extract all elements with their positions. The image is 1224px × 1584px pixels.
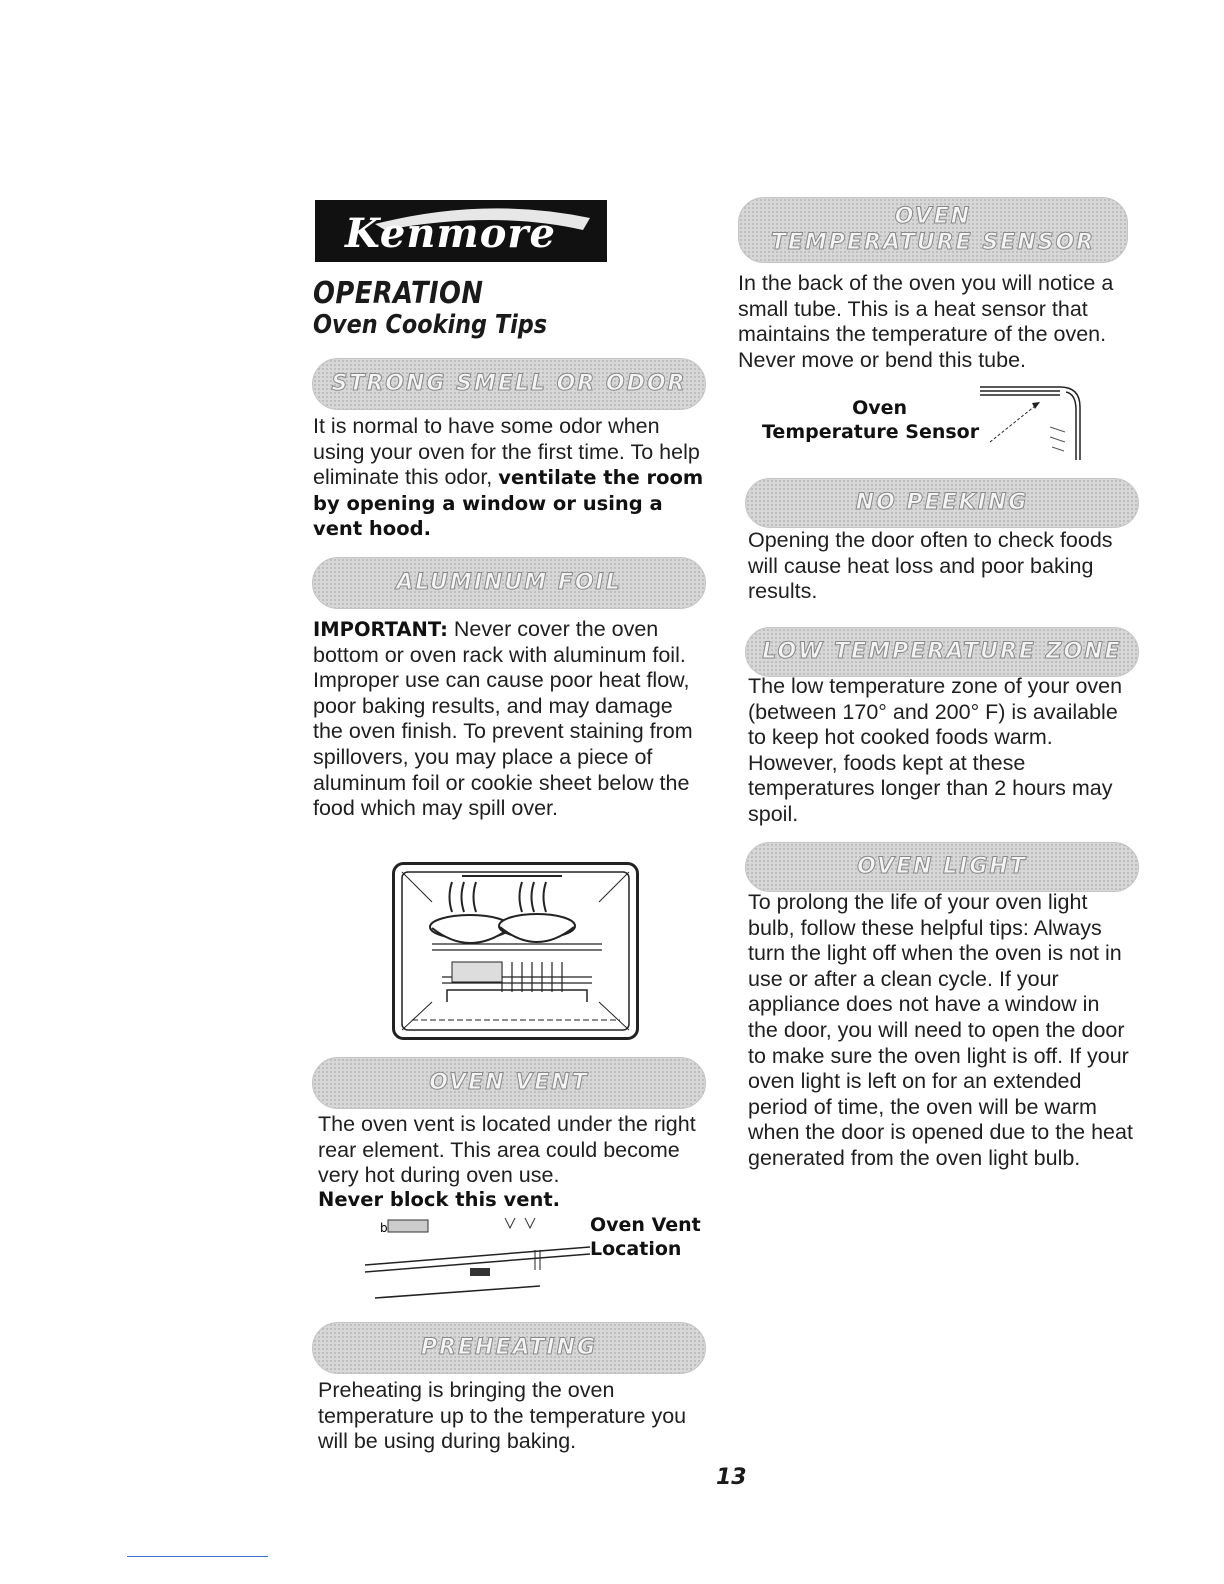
svg-text:b: b [380, 1221, 388, 1235]
oven-vent-illustration [350, 1210, 600, 1305]
preheating-text: Preheating is bringing the oven temperature up to the temperature you will be using during baking. [318, 1378, 687, 1454]
oven-vent-label: Oven Vent Location [590, 1214, 701, 1260]
banner-oven-light: OVEN LIGHT [745, 842, 1139, 892]
temperature-sensor-label: Oven Temperature Sensor [762, 397, 980, 443]
oven-interior-illustration [392, 862, 639, 1040]
banner-preheating: PREHEATING [312, 1322, 706, 1374]
banner-temperature-sensor: OVEN TEMPERATURE SENSOR [738, 197, 1128, 263]
banner-aluminum-foil: ALUMINUM FOIL [312, 557, 706, 609]
oven-vent-text: The oven vent is located under the right rear element. This area could become very hot during oven use. [318, 1112, 696, 1188]
low-temperature-text: The low temperature zone of your oven (between 170° and 200° F) is available to keep hot cooked foods warm. However, foods kept at these temperatures longer than 2 hours may spoil. [748, 674, 1123, 826]
brand-name: Kenmore [345, 210, 556, 257]
page-number: 13 [716, 1465, 747, 1490]
oven-light-text: To prolong the life of your oven light bulb, follow these helpful tips: Always turn the light off when the oven is not in use or after a clean cycle. If your appliance does not have a window in the door, you will need to open the door to make sure the oven light is off. If your oven light is left on for an extended period of time, the oven will be warm when the door is opened due to the heat generated from the oven light bulb. [748, 890, 1133, 1170]
temperature-sensor-illustration [980, 382, 1090, 462]
banner-no-peeking: NO PEEKING [745, 478, 1139, 528]
strong-smell-text: It is normal to have some odor when using your oven for the first time. To help eliminate this odor, ventilate the room by opening a window or using a vent hood. [313, 414, 704, 541]
oven-vent-warning: Never block this vent. [318, 1188, 561, 1211]
banner-strong-smell: STRONG SMELL OR ODOR [312, 358, 706, 410]
temperature-sensor-text: In the back of the oven you will notice a small tube. This is a heat sensor that maintains the temperature of the oven. Never move or bend this tube. [738, 271, 1114, 372]
banner-oven-vent: OVEN VENT [312, 1057, 706, 1109]
page-subtitle: Oven Cooking Tips [313, 310, 548, 340]
kenmore-logo [315, 200, 607, 262]
footer-rule [127, 1556, 268, 1557]
no-peeking-text: Opening the door often to check foods will cause heat loss and poor baking results. [748, 528, 1113, 604]
page-title: OPERATION [313, 276, 484, 311]
aluminum-foil-text: IMPORTANT: Never cover the oven bottom or oven rack with aluminum foil. Improper use can cause poor heat flow, poor baking results, and may damage the oven finish. To prevent staining from spillovers, you may place a piece of aluminum foil or cookie sheet below the food which may spill over. [313, 617, 693, 821]
banner-low-temperature-zone: LOW TEMPERATURE ZONE [745, 627, 1139, 677]
